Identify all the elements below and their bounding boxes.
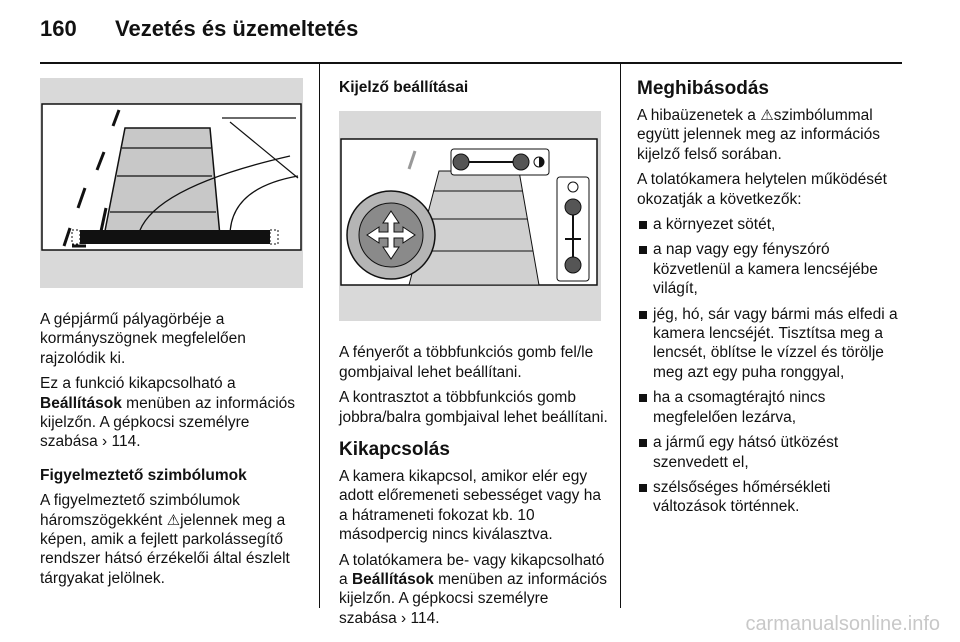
column-3 bbox=[637, 78, 905, 523]
paragraph-switch-off: A kamera kikapcsol, amikor elér egy adott előremeneti sebességet vagy ha a hátrameneti fokozat kb. 10 másodpercig nincs kiválasztva. bbox=[339, 468, 601, 544]
page-number: 160 bbox=[40, 16, 77, 41]
watermark: carmanualsonline.info bbox=[745, 613, 940, 635]
list-item-text: a környezet sötét, bbox=[653, 216, 776, 234]
list-item bbox=[637, 215, 905, 234]
page-reference: 114. bbox=[111, 433, 141, 451]
list-item-text: a nap vagy egy fényszóró közvetlenül a kamera lencséjébe világít, bbox=[653, 241, 878, 298]
bullet-square-icon bbox=[639, 311, 647, 319]
paragraph-contrast: A kontrasztot a többfunkciós gomb jobbra/balra gombjaival lehet beállítani. bbox=[339, 389, 608, 426]
list-item-text: szélsőséges hőmérsékleti változások történnek. bbox=[653, 478, 831, 516]
causes-list bbox=[637, 215, 905, 517]
text-run: jelennek meg a képen, amik a fejlett parkolássegítő rendszer hátsó érzékelői által észlelt tárgyakat jelölnek. bbox=[40, 511, 290, 587]
warning-triangle-icon: ⚠ bbox=[760, 107, 774, 124]
bullet-square-icon bbox=[639, 221, 647, 229]
text-run: A tolatókamera be- vagy kikapcsolható a bbox=[339, 551, 605, 589]
chevron-right-icon: › bbox=[401, 609, 407, 627]
list-item bbox=[637, 240, 905, 298]
bullet-square-icon bbox=[639, 484, 647, 492]
settings-menu-label: Beállítások bbox=[40, 394, 122, 412]
header-rule bbox=[40, 62, 902, 64]
text-run: Ez a funkció kikapcsolható a bbox=[40, 375, 236, 393]
list-item bbox=[637, 433, 905, 472]
list-item bbox=[637, 478, 905, 517]
warning-triangle-icon: ⚠ bbox=[166, 511, 181, 529]
column-2 bbox=[339, 78, 609, 634]
trajectory-diagram bbox=[40, 78, 303, 288]
paragraph-error-messages bbox=[637, 106, 905, 164]
list-item-text: ha a csomagtérajtó nincs megfelelően lezárva, bbox=[653, 389, 826, 426]
subheading-warning-symbols: Figyelmeztető szimbólumok bbox=[40, 466, 247, 484]
paragraph-trajectory: A gépjármű pályagörbéje a kormányszögnek megfelelően rajzolódik ki. bbox=[40, 311, 246, 367]
text-run: menüben az információs kijelzőn. A gépkocsi személyre szabása bbox=[339, 571, 607, 627]
settings-menu-label: Beállítások bbox=[351, 571, 434, 589]
bullet-square-icon bbox=[639, 439, 647, 447]
camera-trajectory-figure bbox=[40, 78, 303, 288]
paragraph-settings bbox=[40, 374, 308, 452]
text-run: szimbólummal együtt jelennek meg az információs kijelző felső sorában. bbox=[637, 107, 880, 163]
heading-malfunction: Meghibásodás bbox=[637, 78, 769, 99]
chevron-right-icon: › bbox=[102, 433, 108, 451]
paragraph-brightness: A fényerőt a többfunkciós gomb fel/le gombjaival lehet beállítani. bbox=[339, 344, 594, 381]
page-reference: 114. bbox=[410, 609, 440, 627]
display-settings-diagram bbox=[339, 111, 601, 321]
column-divider-2 bbox=[620, 64, 621, 608]
display-settings-figure bbox=[339, 111, 601, 321]
subheading-display-settings: Kijelző beállításai bbox=[339, 79, 469, 96]
text-run: A hibaüzenetek a bbox=[637, 107, 761, 124]
paragraph-causes: A tolatókamera helytelen működését okozatják a következők: bbox=[637, 171, 887, 208]
chapter-title: Vezetés és üzemeltetés bbox=[115, 16, 359, 41]
text-run: menüben az információs kijelzőn. A gépkocsi személyre szabása bbox=[40, 394, 296, 451]
list-item bbox=[637, 388, 905, 427]
text-run: A figyelmeztető szimbólumok háromszögekként bbox=[40, 492, 240, 529]
heading-switch-off: Kikapcsolás bbox=[339, 439, 450, 461]
bullet-square-icon bbox=[639, 394, 647, 402]
paragraph-warning-symbols bbox=[40, 491, 308, 588]
column-divider-1 bbox=[319, 64, 320, 608]
page-header bbox=[40, 16, 910, 56]
column-1 bbox=[40, 78, 308, 594]
list-item-text: jég, hó, sár vagy bármi más elfedi a kamera lencséjét. Tisztítsa meg a lencsét, öblítse le vízzel és törölje meg azt egy puha ronggyal, bbox=[653, 305, 898, 381]
list-item-text: a jármű egy hátsó ütközést szenvedett el, bbox=[653, 434, 839, 471]
bullet-square-icon bbox=[639, 246, 647, 254]
paragraph-camera-settings bbox=[339, 551, 609, 629]
list-item bbox=[637, 305, 905, 383]
